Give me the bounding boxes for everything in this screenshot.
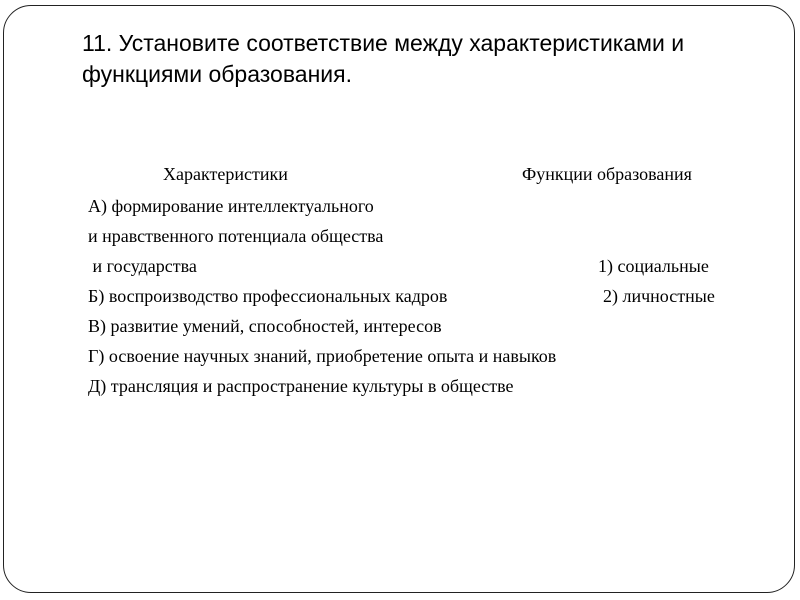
- function-item-personal: 2) личностные: [603, 286, 715, 306]
- characteristic-line: Г) освоение научных знаний, приобретение опыта и навыков: [88, 346, 557, 366]
- characteristic-line: и нравственного потенциала общества: [88, 226, 384, 246]
- characteristic-line: Б) воспроизводство профессиональных кадров: [88, 286, 448, 306]
- characteristic-line: А) формирование интеллектуального: [88, 196, 374, 216]
- characteristic-line: В) развитие умений, способностей, интересов: [88, 316, 442, 336]
- column-header-functions: Функции образования: [522, 164, 692, 184]
- column-header-characteristics: Характеристики: [163, 164, 288, 184]
- characteristic-line: и государства: [88, 256, 197, 276]
- characteristic-line: Д) трансляция и распространение культуры в обществе: [88, 376, 514, 396]
- function-item-social: 1) социальные: [598, 256, 709, 276]
- slide-title: 11. Установите соответствие между характеристиками и функциями образования.: [82, 30, 685, 87]
